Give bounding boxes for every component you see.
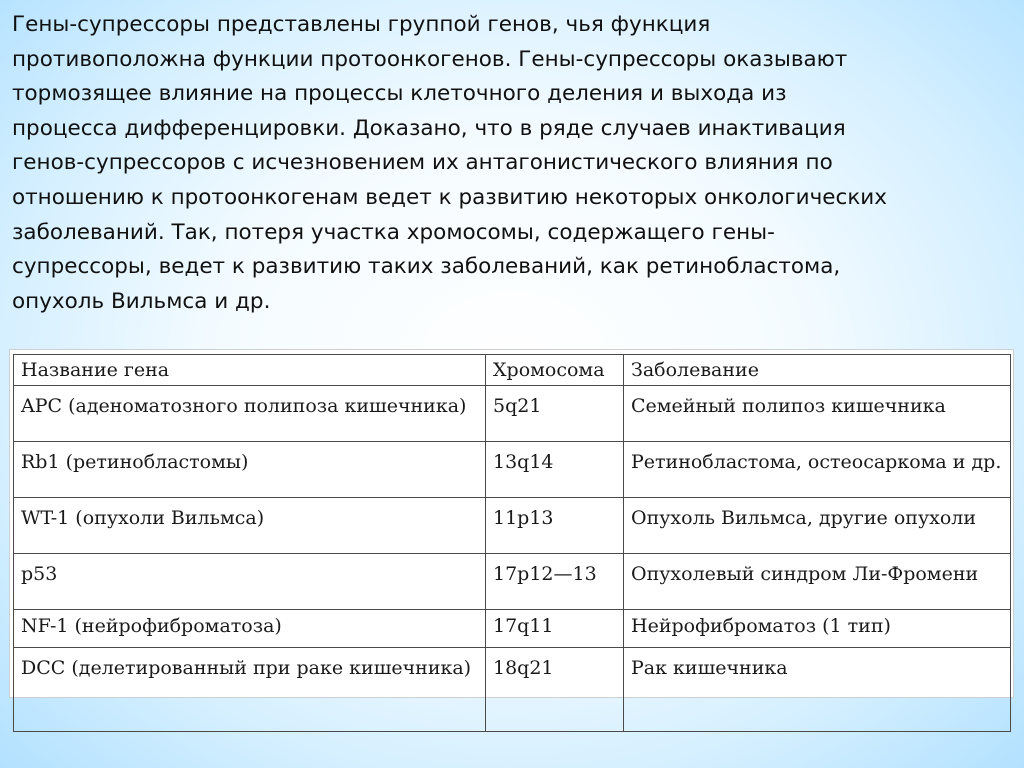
table-row xyxy=(14,498,1011,554)
table-header-row xyxy=(14,355,1011,386)
gene-cell: DCC (делетированный при раке кишечника) xyxy=(14,648,486,732)
disease-cell: Опухоль Вильмса, другие опухоли xyxy=(624,498,1011,554)
table-row xyxy=(14,386,1011,442)
gene-cell: APC (аденоматозного полипоза кишечника) xyxy=(14,386,486,442)
gene-cell: Rb1 (ретинобластомы) xyxy=(14,442,486,498)
chromosome-cell: 5q21 xyxy=(486,386,624,442)
table-row xyxy=(14,610,1011,648)
gene-cell: p53 xyxy=(14,554,486,610)
disease-cell: Ретинобластома, остеосаркома и др. xyxy=(624,442,1011,498)
disease-cell: Нейрофиброматоз (1 тип) xyxy=(624,610,1011,648)
gene-table xyxy=(13,354,1011,732)
gene-cell: NF-1 (нейрофиброматоза) xyxy=(14,610,486,648)
disease-cell: Рак кишечника xyxy=(624,648,1011,732)
disease-cell: Семейный полипоз кишечника xyxy=(624,386,1011,442)
header-chromosome: Хромосома xyxy=(486,355,624,386)
table-row xyxy=(14,554,1011,610)
gene-table-container xyxy=(9,349,1014,698)
chromosome-cell: 13q14 xyxy=(486,442,624,498)
header-disease: Заболевание xyxy=(624,355,1011,386)
chromosome-cell: 17p12—13 xyxy=(486,554,624,610)
chromosome-cell: 18q21 xyxy=(486,648,624,732)
gene-cell: WT-1 (опухоли Вильмса) xyxy=(14,498,486,554)
header-gene-name: Название гена xyxy=(14,355,486,386)
table-row xyxy=(14,648,1011,732)
intro-paragraph: Гены-супрессоры представлены группой генов, чья функция противоположна функции протоонкогенов. Гены-супрессоры оказывают тормозящее влияние на процессы клеточного деления и выхода из процесса дифференцировки. Доказано, что в ряде случаев инактивация генов-супрессоров с исчезновением их антагонистического влияния по отношению к протоонкогенам ведет к развитию некоторых онкологических заболеваний. Так, потеря участка хромосомы, содержащего гены- супрессоры, ведет к развитию таких заболеваний, как ретинобластома, опухоль Вильмса и др. xyxy=(12,12,888,314)
chromosome-cell: 17q11 xyxy=(486,610,624,648)
table-row xyxy=(14,442,1011,498)
chromosome-cell: 11p13 xyxy=(486,498,624,554)
disease-cell: Опухолевый синдром Ли-Фромени xyxy=(624,554,1011,610)
